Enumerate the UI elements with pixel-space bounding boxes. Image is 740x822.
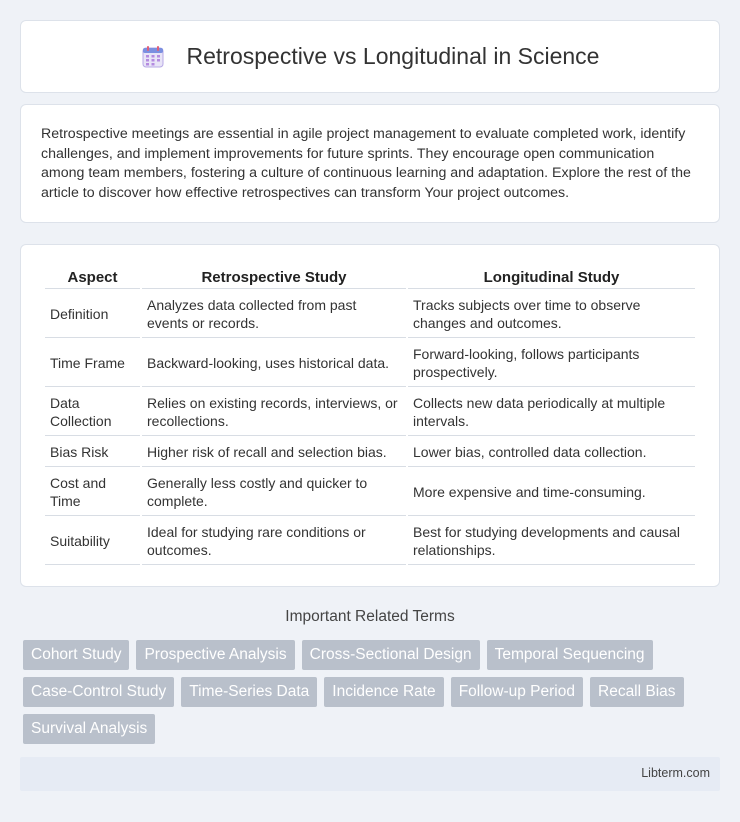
header-aspect: Aspect xyxy=(45,265,140,289)
tag-cohort-study[interactable]: Cohort Study xyxy=(23,640,129,670)
comparison-card xyxy=(20,244,720,587)
retrospective-cell: Generally less costly and quicker to complete. xyxy=(142,469,406,516)
footer xyxy=(20,757,720,791)
table-row xyxy=(45,389,695,436)
related-terms-title: Important Related Terms xyxy=(285,608,455,625)
header-longitudinal: Longitudinal Study xyxy=(408,265,695,289)
aspect-cell: Cost and Time xyxy=(45,469,140,516)
header-retrospective: Retrospective Study xyxy=(142,265,406,289)
retrospective-cell: Relies on existing records, interviews, or recollections. xyxy=(142,389,406,436)
aspect-cell: Data Collection xyxy=(45,389,140,436)
retrospective-cell: Backward-looking, uses historical data. xyxy=(142,340,406,387)
comparison-table xyxy=(43,263,697,567)
tag-recall-bias[interactable]: Recall Bias xyxy=(590,677,684,707)
aspect-cell: Bias Risk xyxy=(45,438,140,467)
related-terms-list xyxy=(23,640,703,744)
aspect-cell: Suitability xyxy=(45,518,140,565)
footer-brand-link[interactable]: Libterm.com xyxy=(641,766,710,780)
longitudinal-cell: Lower bias, controlled data collection. xyxy=(408,438,695,467)
tag-prospective-analysis[interactable]: Prospective Analysis xyxy=(136,640,294,670)
intro-card xyxy=(20,104,720,223)
tag-survival-analysis[interactable]: Survival Analysis xyxy=(23,714,155,744)
tag-cross-sectional-design[interactable]: Cross-Sectional Design xyxy=(302,640,480,670)
longitudinal-cell: Best for studying developments and causal relationships. xyxy=(408,518,695,565)
tag-incidence-rate[interactable]: Incidence Rate xyxy=(324,677,443,707)
aspect-cell: Definition xyxy=(45,291,140,338)
longitudinal-cell: Collects new data periodically at multiple intervals. xyxy=(408,389,695,436)
header-card xyxy=(20,20,720,93)
table-row xyxy=(45,469,695,516)
tag-case-control-study[interactable]: Case-Control Study xyxy=(23,677,174,707)
tag-time-series-data[interactable]: Time-Series Data xyxy=(181,677,317,707)
intro-text: Retrospective meetings are essential in agile project management to evaluate completed work, identify challenges, and implement improvements for future sprints. They encourage open communication among team members, fostering a culture of continuous learning and adaptation. Explore the rest of the article to discover how effective retrospectives can transform Your project outcomes. xyxy=(41,126,691,201)
longitudinal-cell: Forward-looking, follows participants prospectively. xyxy=(408,340,695,387)
tag-follow-up-period[interactable]: Follow-up Period xyxy=(451,677,583,707)
table-row xyxy=(45,438,695,467)
retrospective-cell: Higher risk of recall and selection bias. xyxy=(142,438,406,467)
table-row xyxy=(45,340,695,387)
longitudinal-cell: Tracks subjects over time to observe changes and outcomes. xyxy=(408,291,695,338)
table-row xyxy=(45,291,695,338)
table-header-row xyxy=(45,265,695,289)
retrospective-cell: Ideal for studying rare conditions or outcomes. xyxy=(142,518,406,565)
tag-temporal-sequencing[interactable]: Temporal Sequencing xyxy=(487,640,653,670)
table-row xyxy=(45,518,695,565)
aspect-cell: Time Frame xyxy=(45,340,140,387)
retrospective-cell: Analyzes data collected from past events or records. xyxy=(142,291,406,338)
page-title: Retrospective vs Longitudinal in Science xyxy=(186,43,600,69)
calendar-icon xyxy=(141,45,165,69)
longitudinal-cell: More expensive and time-consuming. xyxy=(408,469,695,516)
